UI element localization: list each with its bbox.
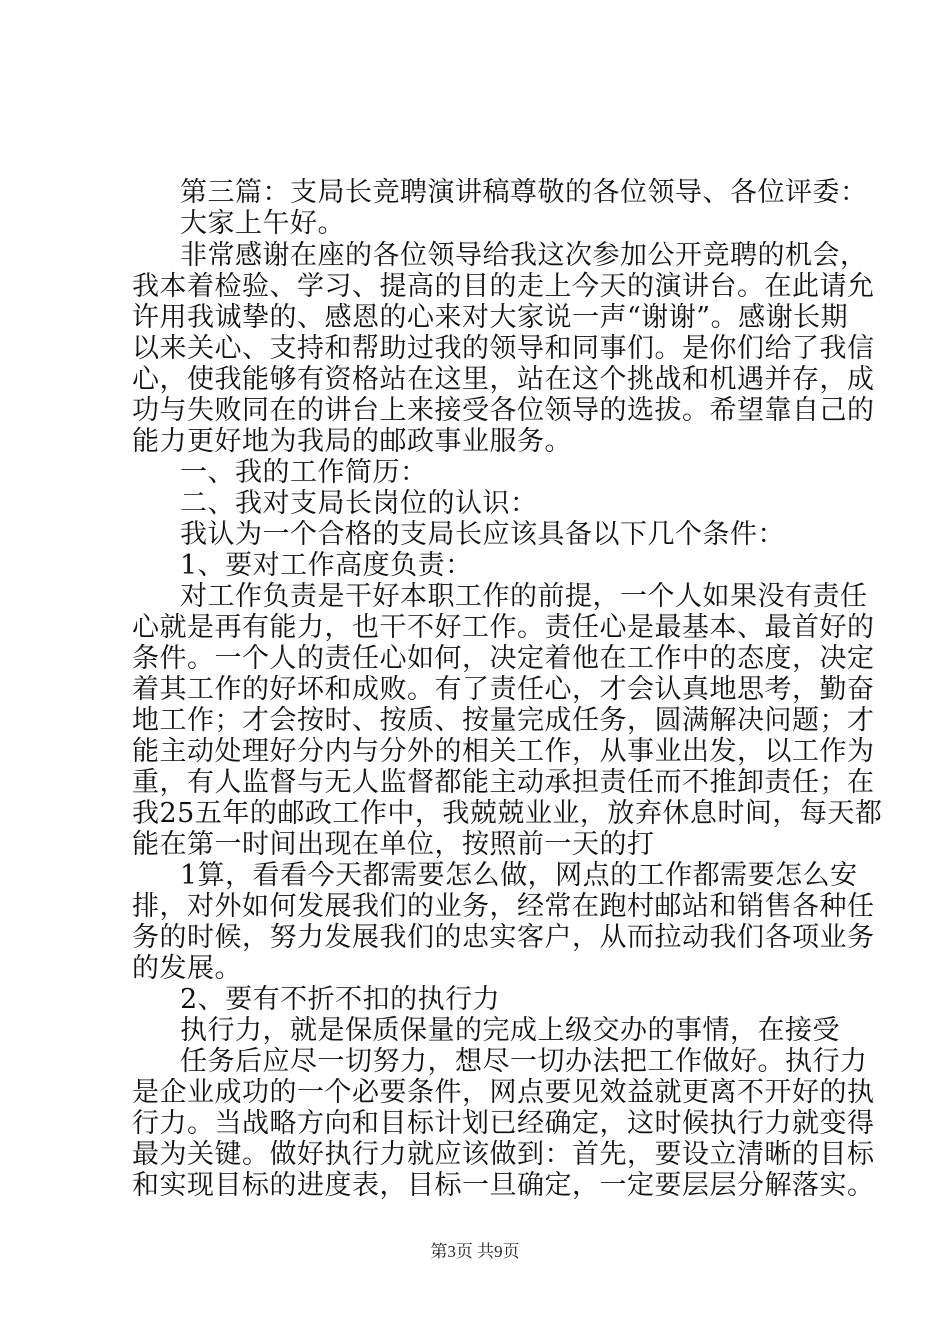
text-line: 我认为一个合格的支局长应该具备以下几个条件：	[180, 519, 785, 550]
page-number-footer: 第3页 共9页	[430, 1242, 520, 1261]
text-line: 重，有人监督与无人监督都能主动承担责任而不推卸责任；在	[132, 767, 875, 798]
text-line: 以来关心、支持和帮助过我的领导和同事们。是你们给了我信	[132, 333, 875, 364]
text-line: 的发展。	[132, 953, 242, 984]
text-line: 我本着检验、学习、提高的目的走上今天的演讲台。在此请允	[132, 271, 875, 302]
text-line: 和实现目标的进度表，目标一旦确定，一定要层层分解落实。	[132, 1170, 875, 1201]
title-line: 第三篇：支局长竞聘演讲稿尊敬的各位领导、各位评委：	[180, 177, 868, 208]
text-line: 条件。一个人的责任心如何，决定着他在工作中的态度，决定	[132, 643, 875, 674]
text-line: 着其工作的好坏和成败。有了责任心，才会认真地思考，勤奋	[132, 674, 875, 705]
text-line: 是企业成功的一个必要条件，网点要见效益就更离不开好的执	[132, 1077, 875, 1108]
text-line: 行力。当战略方向和目标计划已经确定，这时候执行力就变得	[132, 1108, 875, 1139]
text-line: 能主动处理好分内与分外的相关工作，从事业出发，以工作为	[132, 736, 875, 767]
text-line: 心就是再有能力，也干不好工作。责任心是最基本、最首好的	[132, 612, 875, 643]
text-line: 执行力，就是保质保量的完成上级交办的事情，在接受	[180, 1015, 840, 1046]
text-line: 功与失败同在的讲台上来接受各位领导的选拔。希望靠自己的	[132, 395, 875, 426]
text-line: 能力更好地为我局的邮政事业服务。	[132, 426, 572, 457]
text-line: 任务后应尽一切努力，想尽一切办法把工作做好。执行力	[180, 1046, 868, 1077]
heading-line: 1、要对工作高度负责：	[180, 550, 473, 581]
text-line: 我25五年的邮政工作中，我兢兢业业，放弃休息时间，每天都	[132, 798, 883, 829]
text-line: 心，使我能够有资格站在这里，站在这个挑战和机遇并存，成	[132, 364, 875, 395]
text-line: 排，对外如何发展我们的业务，经常在跑村邮站和销售各种任	[132, 891, 875, 922]
text-line: 最为关键。做好执行力就应该做到：首先，要设立清晰的目标	[132, 1139, 875, 1170]
text-line: 地工作；才会按时、按质、按量完成任务，圆满解决问题；才	[132, 705, 875, 736]
text-line: 1算，看看今天都需要怎么做，网点的工作都需要怎么安	[180, 860, 858, 891]
text-line: 务的时候，努力发展我们的忠实客户，从而拉动我们各项业务	[132, 922, 875, 953]
text-line: 对工作负责是干好本职工作的前提，一个人如果没有责任	[180, 581, 868, 612]
heading-line: 2、要有不折不扣的执行力	[180, 984, 501, 1015]
heading-line: 一、我的工作简历：	[180, 457, 428, 488]
text-line: 非常感谢在座的各位领导给我这次参加公开竞聘的机会，	[180, 240, 868, 271]
greeting-line: 大家上午好。	[180, 208, 345, 239]
text-line: 能在第一时间出现在单位，按照前一天的打	[132, 829, 655, 860]
heading-line: 二、我对支局长岗位的认识：	[180, 488, 538, 519]
text-line: 许用我诚挚的、感恩的心来对大家说一声“谢谢”。感谢长期	[132, 302, 849, 333]
